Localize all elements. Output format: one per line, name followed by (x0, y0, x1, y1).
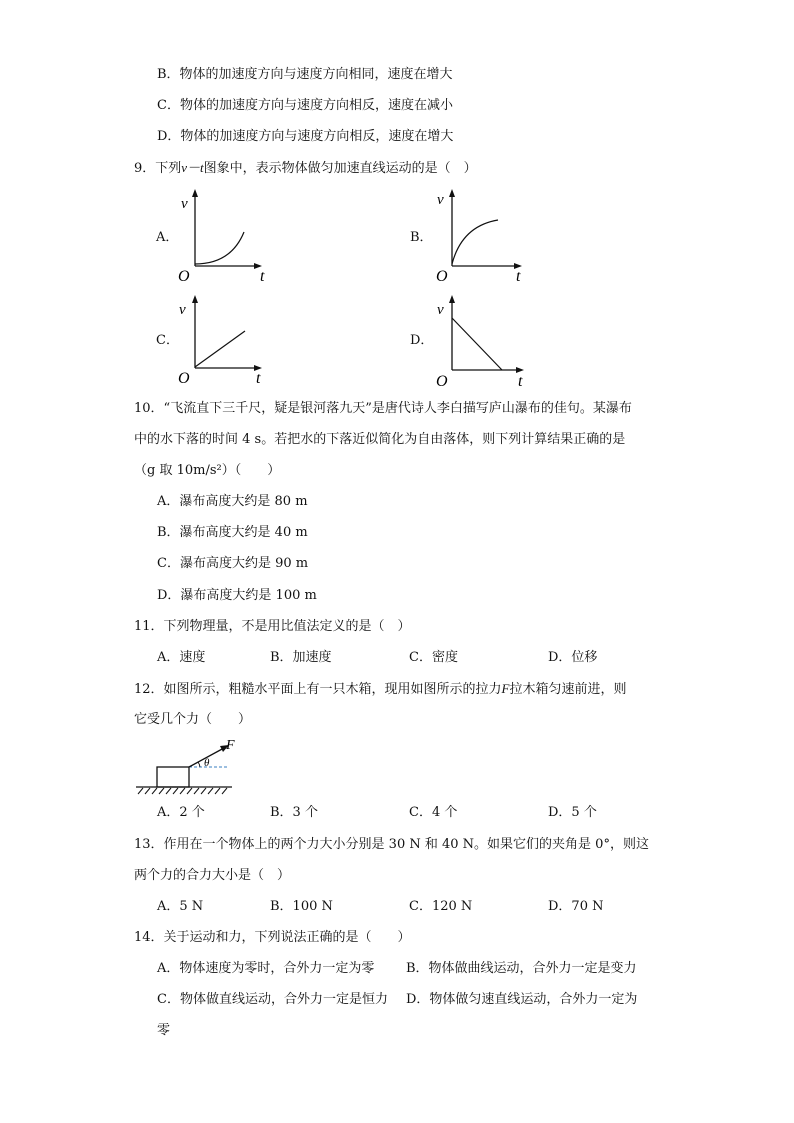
q8-option-c: C．物体的加速度方向与速度方向相反，速度在减小 (157, 98, 453, 113)
v-axis-arrow (449, 189, 455, 197)
origin-label: O (436, 373, 448, 390)
q8-option-d: D．物体的加速度方向与速度方向相反，速度在增大 (157, 129, 454, 144)
q12-stem-post: 拉木箱匀速前进，则 (509, 682, 627, 697)
wooden-box (157, 767, 189, 787)
q13-option-a: A．5 N (157, 899, 204, 914)
q12-option-c: C．4 个 (409, 805, 458, 820)
q14-stem: 14．关于运动和力，下列说法正确的是（ ） (134, 930, 411, 945)
vt-curve-accelerating (195, 232, 244, 264)
t-axis-label: t (260, 268, 265, 282)
q14-option-d-continued: 零 (157, 1023, 171, 1038)
q12-stem-var: F (501, 681, 510, 696)
q10-stem-line2: 中的水下落的时间 4 s。若把水的下落近似简化为自由落体，则下列计算结果正确的是 (134, 432, 626, 447)
q14-option-b: B．物体做曲线运动，合外力一定是变力 (406, 961, 637, 976)
vt-line-uniform-deceleration (452, 318, 502, 370)
q14-option-d: D．物体做匀速直线运动，合外力一定为 (406, 992, 638, 1007)
q10-option-a: A．瀑布高度大约是 80 m (157, 494, 308, 509)
vt-curve-decelerating (452, 220, 498, 264)
q11-stem: 11．下列物理量，不是用比值法定义的是（ ） (134, 619, 411, 634)
q12-option-a: A．2 个 (157, 805, 205, 820)
q14-option-c: C．物体做直线运动，合外力一定是恒力 (157, 992, 388, 1007)
ground-hatching (138, 788, 227, 794)
q8-option-b: B．物体的加速度方向与速度方向相同，速度在增大 (157, 67, 453, 82)
q12-option-b: B．3 个 (270, 805, 318, 820)
q9-graph-d (432, 292, 532, 390)
q9-label-d: D． (410, 333, 434, 348)
q13-stem-line1: 13．作用在一个物体上的两个力大小分别是 30 N 和 40 N。如果它们的夹角是 0°，则这 (134, 837, 649, 852)
q13-stem-line2: 两个力的合力大小是（ ） (134, 868, 291, 883)
t-axis-label: t (518, 373, 523, 390)
q14-option-a: A．物体速度为零时，合外力一定为零 (157, 961, 375, 976)
q9-stem-var: v－t (181, 160, 204, 175)
q10-option-b: B．瀑布高度大约是 40 m (157, 525, 308, 540)
v-axis-label: v (437, 192, 444, 208)
v-axis-label: v (179, 302, 186, 318)
v-axis-arrow (192, 295, 198, 303)
q11-option-c: C．密度 (409, 650, 458, 665)
force-f-label: F (226, 738, 235, 753)
q11-option-b: B．加速度 (270, 650, 332, 665)
q9-label-a: A． (156, 230, 179, 245)
origin-label: O (436, 268, 448, 282)
t-axis-label: t (256, 370, 261, 387)
angle-theta-label: θ (204, 757, 210, 769)
v-axis-arrow (449, 295, 455, 303)
angle-arc (198, 762, 200, 767)
q9-graph-a (176, 186, 276, 282)
q9-label-b: B． (410, 230, 433, 245)
q9-stem-post: 图象中，表示物体做匀加速直线运动的是（ ） (203, 161, 477, 176)
q9-graph-c (176, 292, 276, 388)
t-axis-label: t (516, 268, 521, 282)
q9-label-c: C． (156, 333, 179, 348)
v-axis-label: v (181, 196, 188, 212)
q10-stem-line3: （g 取 10m/s²）（ ） (134, 463, 281, 478)
q13-option-b: B．100 N (270, 899, 333, 914)
q9-stem (134, 159, 477, 178)
q9-stem-pre: 9．下列 (134, 161, 182, 176)
v-axis-label: v (437, 302, 444, 318)
q12-stem-line2: 它受几个力（ ） (134, 712, 252, 727)
q9-graph-b (432, 186, 532, 282)
q11-option-d: D．位移 (548, 650, 598, 665)
q12-figure-box-on-ground (134, 736, 244, 798)
origin-label: O (178, 268, 190, 282)
origin-label: O (178, 370, 190, 387)
v-axis-arrow (192, 189, 198, 197)
q10-option-c: C．瀑布高度大约是 90 m (157, 556, 309, 571)
q12-option-d: D．5 个 (548, 805, 597, 820)
q12-stem-pre: 12．如图所示，粗糙水平面上有一只木箱，现用如图所示的拉力 (134, 682, 502, 697)
q12-stem-line1 (134, 680, 627, 699)
vt-line-uniform-acceleration (195, 331, 245, 367)
q11-option-a: A．速度 (157, 650, 206, 665)
q13-option-c: C．120 N (409, 899, 473, 914)
q13-option-d: D．70 N (548, 899, 604, 914)
q10-option-d: D．瀑布高度大约是 100 m (157, 588, 317, 603)
q10-stem-line1: 10．“飞流直下三千尺，疑是银河落九天”是唐代诗人李白描写庐山瀑布的佳句。某瀑布 (134, 401, 632, 416)
